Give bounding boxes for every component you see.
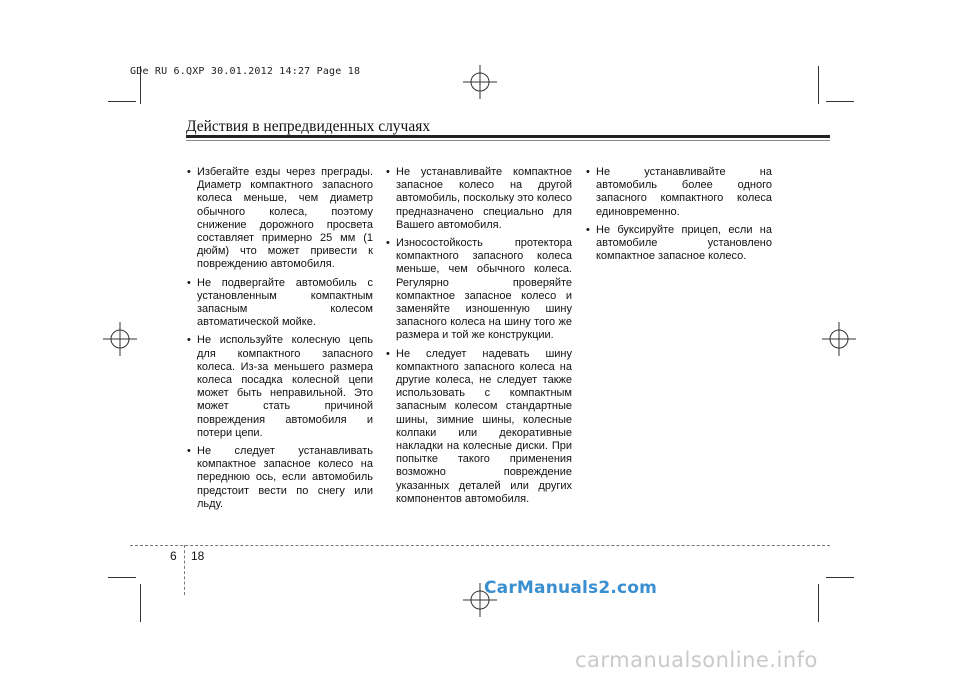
crop-mark-bottom-left-h (108, 577, 136, 578)
crop-mark-bottom-right-h (826, 577, 854, 578)
header-rule-thin (186, 140, 830, 141)
list-item: • Не устанавливайте на автомобиль более одного запасного компактного колеса единовременно. (586, 166, 772, 219)
watermark-logo: CarManuals2.com (484, 578, 658, 598)
section-title: Действия в непредвиденных случаях (186, 118, 431, 135)
print-slug: GDe RU 6.QXP 30.01.2012 14:27 Page 18 (130, 66, 361, 77)
list-item: • Не буксируйте прицеп, если на автомобиле установлено компактное запасное колесо. (586, 224, 772, 264)
list-item: • Не следует надевать шину компактного запасного колеса на другие колеса, не следует также использовать с компактным запасным колесом стандартные шины, зимние шины, колесные колпаки или декоративные накладки на колесные диски. При попытке такого применения возможно повреждение указанных деталей или других компонентов автомобиля. (386, 348, 572, 506)
list-item: • Не устанавливайте компактное запасное колесо на другой автомобиль, поскольку это колесо предназначено специально для Вашего автомобиля. (386, 166, 572, 232)
registration-mark-left-icon (103, 322, 137, 356)
watermark-bottom: carmanualsonline.info (575, 648, 818, 672)
crop-mark-top-left-h (108, 101, 136, 102)
registration-mark-top-icon (463, 65, 497, 99)
list-item: • Не подвергайте автомобиль с установленным компактным запасным колесом автоматической мойке. (187, 277, 373, 330)
list-item: • Не используйте колесную цепь для компактного запасного колеса. Из-за меньшего размера колеса посадка колесной цепи может быть неправильной. Это может стать причиной повреждения автомобиля и потери цепи. (187, 334, 373, 440)
bullet-list (187, 166, 373, 511)
registration-mark-right-icon (822, 322, 856, 356)
list-item: • Избегайте езды через преграды. Диаметр компактного запасного колеса меньше, чем диаметр обычного колеса, поэтому снижение дорожного просвета составляет примерно 25 мм (1 дюйм) что может привести к повреждению автомобиля. (187, 166, 373, 272)
header-rule (186, 135, 830, 138)
list-item: • Износостойкость протектора компактного запасного колеса меньше, чем обычного колеса. Регулярно проверяйте компактное запасное колесо и заменяйте изношенную шину запасного колеса на шину того же размера и той же конструкции. (386, 237, 572, 343)
crop-mark-bottom-left-v (140, 584, 141, 622)
crop-mark-top-right-v (818, 66, 819, 104)
footer-divider (184, 545, 185, 595)
crop-mark-bottom-right-v (818, 584, 819, 622)
text-column-2 (386, 166, 572, 511)
text-column-1 (187, 166, 373, 516)
text-column-3 (586, 166, 772, 268)
bullet-list (386, 166, 572, 506)
list-item: • Не следует устанавливать компактное запасное колесо на переднюю ось, если автомобиль предстоит вести по снегу или льду. (187, 445, 373, 511)
footer-rule (130, 545, 830, 546)
bullet-list (586, 166, 772, 263)
section-number: 6 (170, 549, 177, 563)
crop-mark-top-right-h (826, 101, 854, 102)
page-number: 18 (191, 549, 205, 563)
